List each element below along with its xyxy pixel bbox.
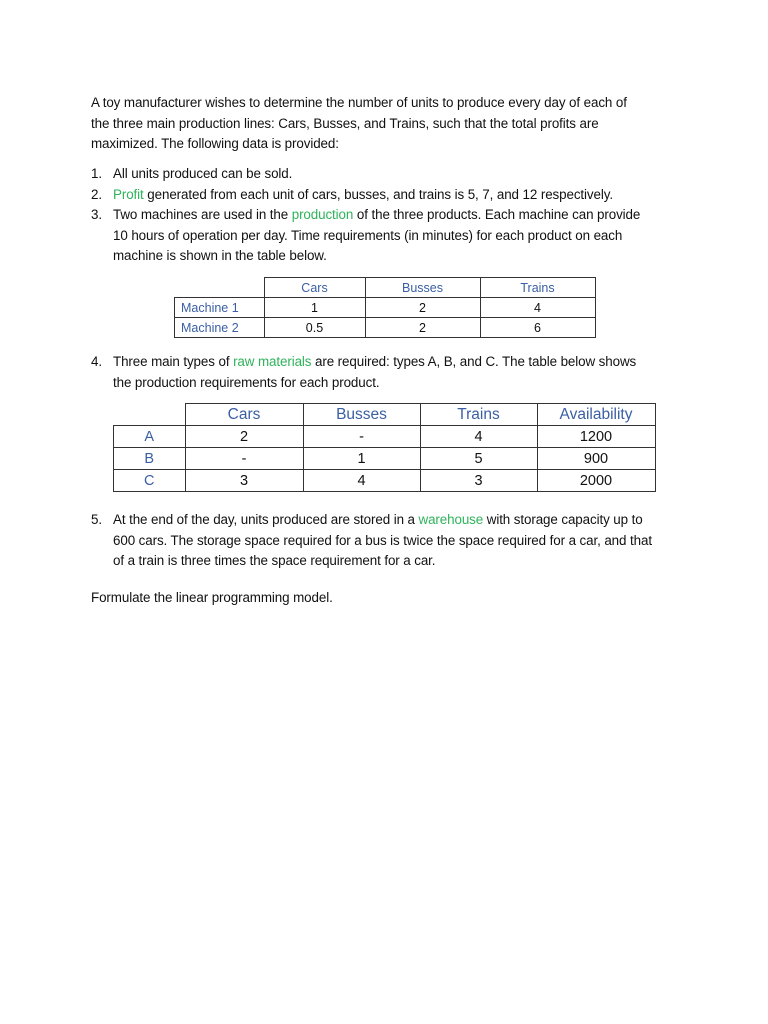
list-item-text: generated from each unit of cars, busses, and trains is 5, 7, and 12 respectively. xyxy=(143,187,613,202)
table-header-row xyxy=(114,404,656,426)
table-corner-cell xyxy=(114,404,186,426)
intro-line-2: the three main production lines: Cars, Busses, and Trains, such that the total profits are xyxy=(91,115,599,131)
table-cell: 6 xyxy=(480,318,595,338)
table-row-label: C xyxy=(114,470,186,492)
table-cell: 0.5 xyxy=(264,318,365,338)
list-item-number: 5. xyxy=(91,512,102,527)
table-cell: - xyxy=(303,426,420,448)
list-item-text: machine is shown in the table below. xyxy=(113,248,327,263)
closing-instruction: Formulate the linear programming model. xyxy=(91,590,333,605)
table-row xyxy=(175,298,596,318)
table-cell: 4 xyxy=(420,426,537,448)
table-header-cell: Cars xyxy=(264,278,365,298)
list-item-text: are required: types A, B, and C. The table below shows xyxy=(311,354,637,369)
table-cell: 2000 xyxy=(537,470,655,492)
table-cell: 1 xyxy=(264,298,365,318)
table-corner-cell xyxy=(175,278,265,298)
highlight-term-warehouse: warehouse xyxy=(418,512,484,527)
table-header-cell: Cars xyxy=(185,404,303,426)
list-item-number: 4. xyxy=(91,354,102,369)
table-header-row xyxy=(175,278,596,298)
intro-paragraph xyxy=(91,93,681,155)
table-cell: 4 xyxy=(480,298,595,318)
machine-time-table xyxy=(174,277,596,338)
table-row xyxy=(114,470,656,492)
list-item-number: 3. xyxy=(91,207,102,222)
raw-materials-table xyxy=(113,403,656,492)
list-item-text: the production requirements for each product. xyxy=(113,374,380,390)
list-item-text: with storage capacity up to xyxy=(483,512,643,527)
table-cell: 4 xyxy=(303,470,420,492)
table-header-cell: Busses xyxy=(365,278,480,298)
table-cell: 2 xyxy=(365,318,480,338)
intro-line-1: A toy manufacturer wishes to determine the number of units to produce every day of each of xyxy=(91,95,627,110)
table-header-cell: Trains xyxy=(480,278,595,298)
list-item-text: Three main types of xyxy=(113,354,234,369)
table-cell: - xyxy=(185,448,303,470)
list-item-text: Two machines are used in the xyxy=(113,207,292,222)
table-cell: 2 xyxy=(185,426,303,448)
table-row xyxy=(114,448,656,470)
table-header-cell: Trains xyxy=(420,404,537,426)
table-cell: 1200 xyxy=(537,426,655,448)
table-row-label: A xyxy=(114,426,186,448)
table-cell: 3 xyxy=(420,470,537,492)
table-cell: 1 xyxy=(303,448,420,470)
intro-line-3: maximized. The following data is provided: xyxy=(91,136,339,151)
table-row xyxy=(175,318,596,338)
highlight-term-raw-materials: raw materials xyxy=(233,354,312,369)
list-item-text: At the end of the day, units produced are stored in a xyxy=(113,512,419,527)
list-item-text: 600 cars. The storage space required for a bus is twice the space required for a car, and that xyxy=(113,532,652,548)
list-item-text: All units produced can be sold. xyxy=(113,166,293,181)
highlight-term-production: production xyxy=(291,207,354,222)
table-row-label: Machine 1 xyxy=(175,298,265,318)
table-cell: 2 xyxy=(365,298,480,318)
list-item-number: 2. xyxy=(91,187,102,202)
table-cell: 3 xyxy=(185,470,303,492)
table-header-cell: Availability xyxy=(537,404,655,426)
list-item-text: of the three products. Each machine can provide xyxy=(353,207,641,222)
highlight-term-profit: Profit xyxy=(113,187,144,202)
table-cell: 900 xyxy=(537,448,655,470)
table-cell: 5 xyxy=(420,448,537,470)
table-row-label: Machine 2 xyxy=(175,318,265,338)
list-item-text: 10 hours of operation per day. Time requirements (in minutes) for each product on each xyxy=(113,227,623,243)
table-row xyxy=(114,426,656,448)
table-row-label: B xyxy=(114,448,186,470)
list-item-number: 1. xyxy=(91,166,102,181)
list-item-text: of a train is three times the space requirement for a car. xyxy=(113,553,436,568)
table-header-cell: Busses xyxy=(303,404,420,426)
